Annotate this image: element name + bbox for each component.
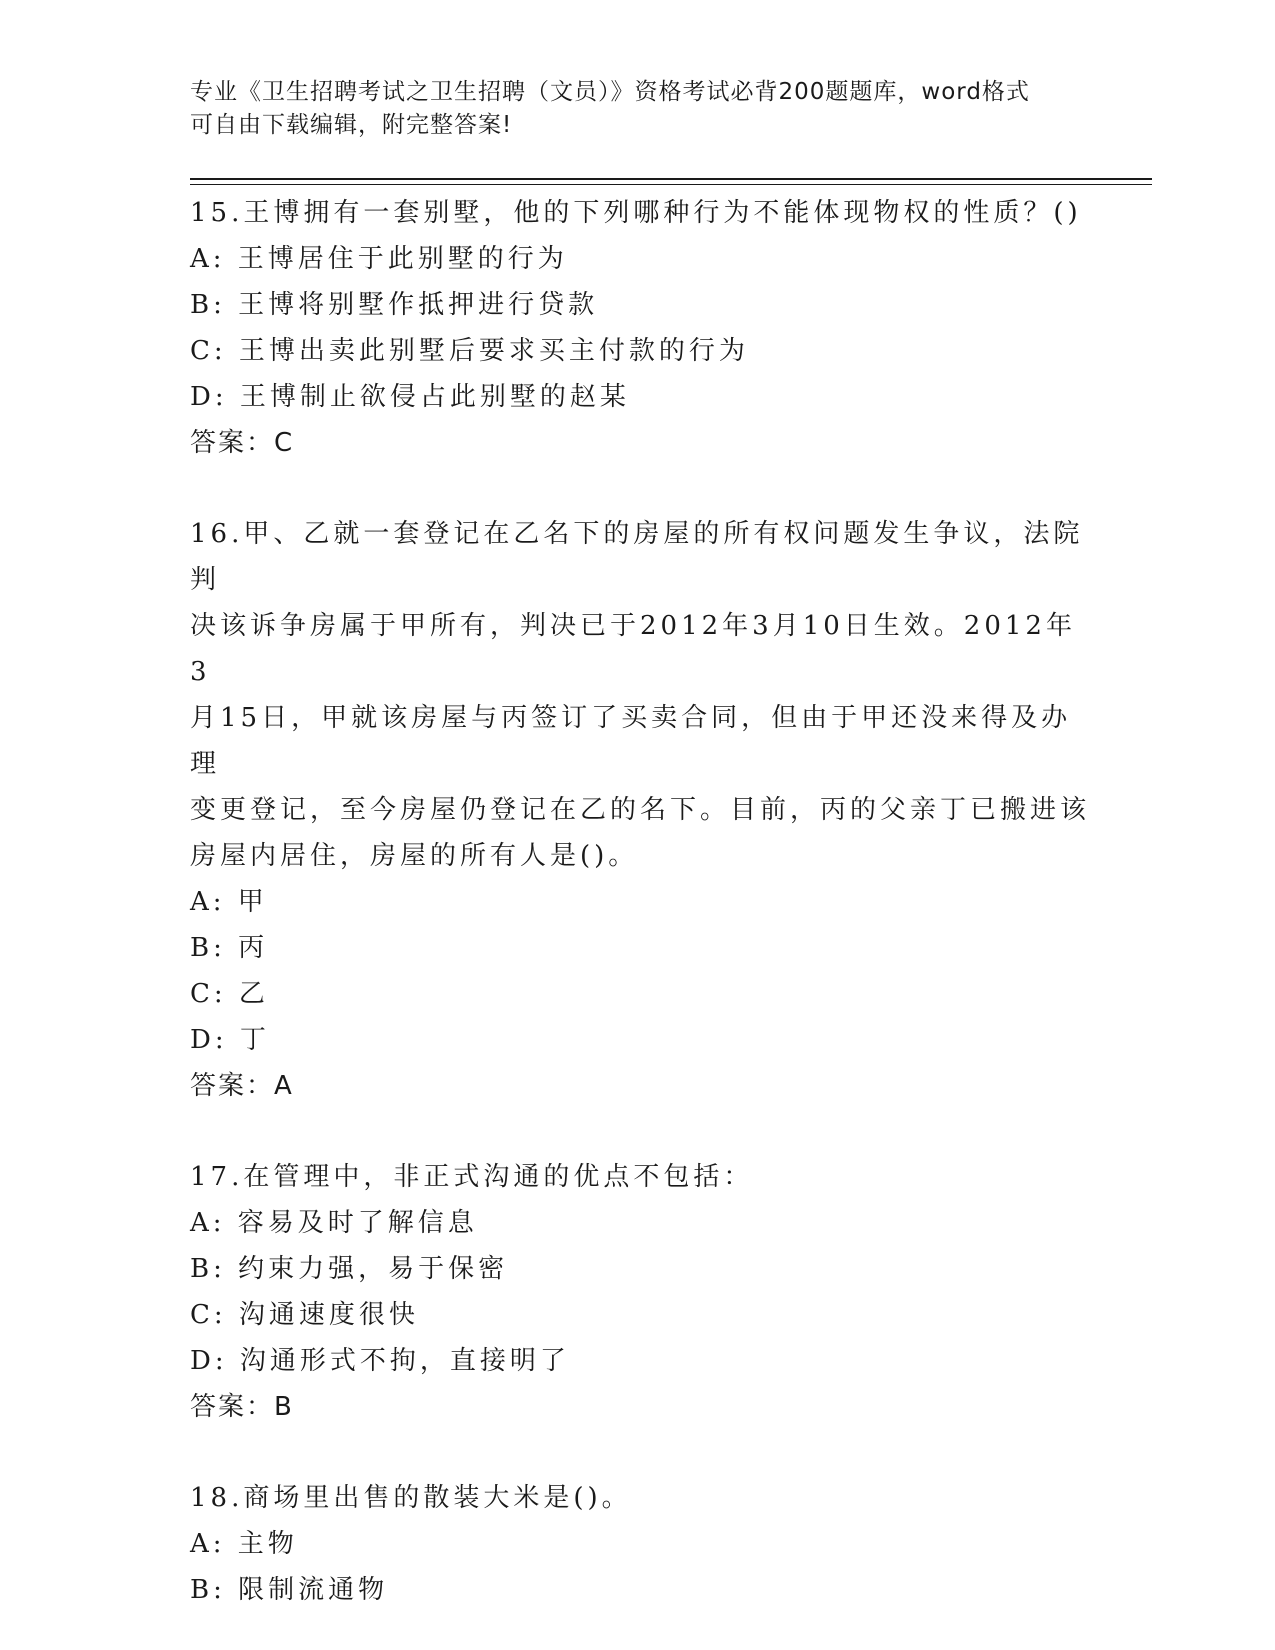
question-stem-line: 16.甲、乙就一套登记在乙名下的房屋的所有权问题发生争议，法院判: [190, 519, 1084, 595]
option-b: B: 限制流通物: [190, 1575, 389, 1605]
answer-line: 答案：B: [190, 1392, 294, 1422]
option-c: C: 乙: [190, 979, 269, 1009]
option-a: A: 甲: [190, 887, 268, 917]
question-spacer: [190, 466, 1090, 511]
option-a: A: 容易及时了解信息: [190, 1208, 478, 1238]
option-c: C: 王博出卖此别墅后要求买主付款的行为: [190, 336, 749, 366]
question-stem-line: 变更登记，至今房屋仍登记在乙的名下。目前，丙的父亲丁已搬进该: [190, 795, 1091, 825]
option-c: C: 沟通速度很快: [190, 1300, 419, 1330]
option-b: B: 约束力强，易于保密: [190, 1254, 509, 1284]
option-d: D: 沟通形式不拘，直接明了: [190, 1346, 570, 1376]
question-spacer: [190, 1430, 1090, 1475]
option-b: B: 丙: [190, 933, 269, 963]
question-stem: 15.王博拥有一套别墅，他的下列哪种行为不能体现物权的性质？(): [190, 198, 1082, 228]
question-stem-line: 决该诉争房属于甲所有，判决已于2012年3月10日生效。2012年3: [190, 611, 1076, 687]
question-stem: 18.商场里出售的散装大米是()。: [190, 1483, 632, 1513]
question-15: [190, 190, 1090, 466]
question-spacer: [190, 1109, 1090, 1154]
option-a: A: 王博居住于此别墅的行为: [190, 244, 568, 274]
header-line-2: 可自由下载编辑，附完整答案!: [190, 112, 513, 138]
question-18: [190, 1475, 1090, 1613]
option-d: D: 丁: [190, 1025, 270, 1055]
question-list: [190, 190, 1090, 1613]
header-line-1: 专业《卫生招聘考试之卫生招聘（文员）》资格考试必背200题题库，word格式: [190, 79, 1030, 105]
header-divider-thin: [190, 184, 1152, 185]
option-d: D: 王博制止欲侵占此别墅的赵某: [190, 382, 630, 412]
option-a: A: 主物: [190, 1529, 298, 1559]
question-stem-line: 月15日，甲就该房屋与丙签订了买卖合同，但由于甲还没来得及办理: [190, 703, 1072, 779]
question-stem-line: 房屋内居住，房屋的所有人是()。: [190, 841, 639, 871]
answer-line: 答案：A: [190, 1071, 294, 1101]
question-17: [190, 1154, 1090, 1430]
question-stem: 17.在管理中，非正式沟通的优点不包括：: [190, 1162, 754, 1192]
answer-line: 答案：C: [190, 428, 295, 458]
question-16: [190, 511, 1090, 1109]
document-header: [190, 76, 1090, 142]
option-b: B: 王博将别墅作抵押进行贷款: [190, 290, 599, 320]
header-divider-thick: [190, 178, 1152, 180]
